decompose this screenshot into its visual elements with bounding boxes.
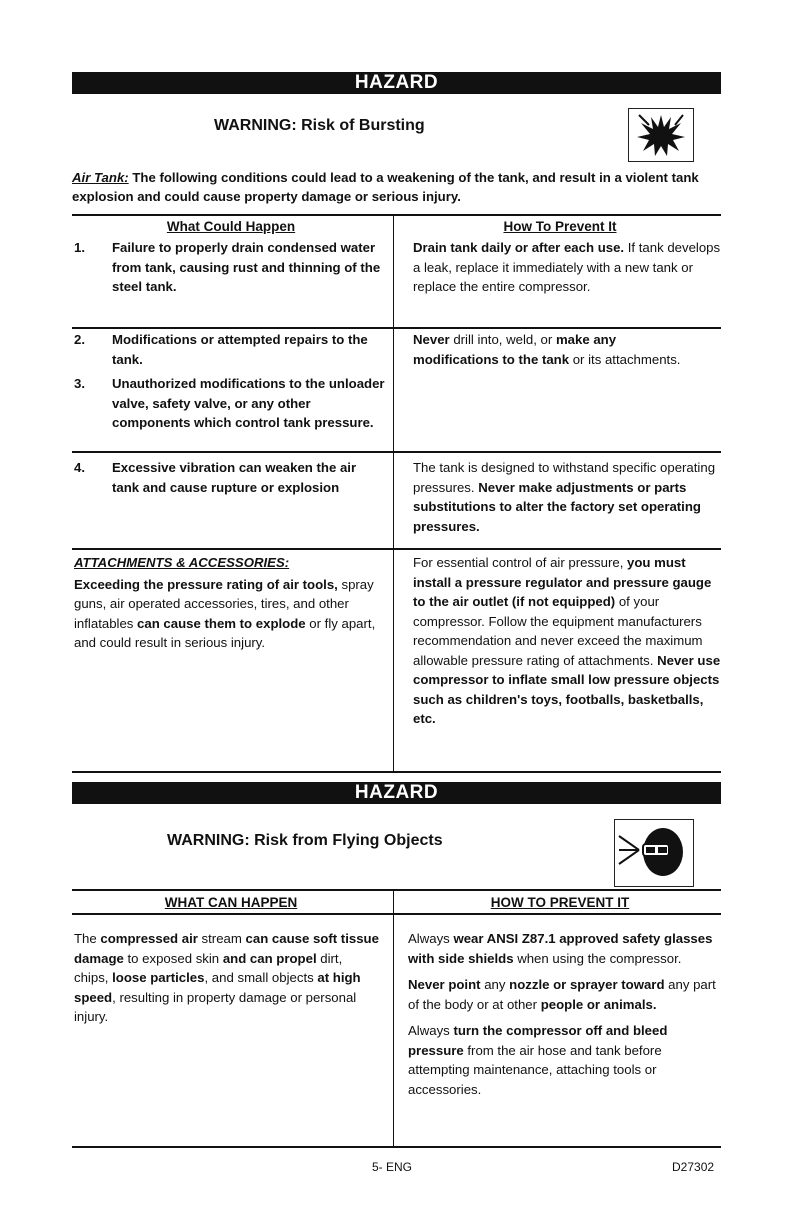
item-number: 3. <box>74 376 85 391</box>
prevent-text: or its attachments. <box>569 351 681 367</box>
eye-protection-icon <box>614 819 694 887</box>
item-text: Modifications or attempted repairs to the tank. <box>112 332 368 367</box>
prevent-text: any <box>480 977 510 992</box>
prevent-paragraph <box>408 975 721 1014</box>
table-bottom-rule <box>72 771 721 773</box>
prevent-bold: people or animals. <box>540 996 657 1012</box>
table-row-what <box>74 330 386 433</box>
what-bold: can cause soft tissue damage <box>74 931 379 966</box>
prevent-text: of your compressor. Follow the equipment manufacturers recommendation and never exceed the maximum allowable pressure rating of attachments. <box>413 594 703 668</box>
hazard-banner: HAZARD <box>72 782 721 804</box>
item-number: 4. <box>74 460 85 475</box>
what-text: , resulting in property damage or personal injury. <box>74 989 357 1024</box>
table-row-what <box>74 238 386 297</box>
item-text: Excessive vibration can weaken the air tank and cause rupture or explosion <box>112 460 357 495</box>
col-header-what: WHAT CAN HAPPEN <box>164 895 298 910</box>
attachments-prevent-cell <box>413 553 721 729</box>
table-row-how <box>413 458 721 536</box>
what-text: stream <box>197 931 246 946</box>
attachments-text: spray guns, air operated accessories, tires, and other inflatables <box>74 576 374 631</box>
col-header-how: How To Prevent It <box>503 219 617 234</box>
attachments-heading: ATTACHMENTS & ACCESSORIES: <box>74 555 290 570</box>
prevent-bold: wear ANSI Z87.1 approved safety glasses with side shields <box>408 931 713 966</box>
prevent-bold: make any modifications to the tank <box>413 332 617 367</box>
attachments-text: or fly apart, and could result in serious injury. <box>74 615 376 650</box>
table-row-how <box>413 238 721 297</box>
prevent-text: when using the compressor. <box>513 950 682 966</box>
prevent-bold: Never make adjustments or parts substitutions to alter the factory set operating pressures. <box>413 479 701 534</box>
prevent-text: drill into, weld, or <box>449 332 556 347</box>
prevent-text: For essential control of air pressure, <box>413 555 628 570</box>
prevent-text: any part of the body or at other <box>408 977 716 1012</box>
prevent-paragraph <box>408 929 721 968</box>
prevent-bold: turn the compressor off and bleed pressure <box>408 1023 668 1058</box>
warning-title: WARNING: Risk of Bursting <box>214 117 425 134</box>
item-text: Unauthorized modifications to the unloader valve, safety valve, or any other components which control tank pressure. <box>112 376 385 430</box>
intro-paragraph <box>72 168 724 206</box>
what-bold: compressed air <box>100 931 198 946</box>
item-number: 1. <box>74 240 85 255</box>
what-bold: at high speed <box>74 970 361 1005</box>
prevent-paragraph <box>408 1021 721 1099</box>
prevent-bold: Never <box>413 332 450 347</box>
item-text: Failure to properly drain condensed water from tank, causing rust and thinning of the steel tank. <box>112 240 381 294</box>
table-row-what <box>74 458 386 497</box>
header-rule <box>72 913 721 915</box>
list-item <box>74 330 386 369</box>
what-bold: loose particles <box>112 970 205 985</box>
col-header-how: HOW TO PREVENT IT <box>490 895 630 910</box>
col-header-what: What Could Happen <box>166 219 296 234</box>
document-code: D27302 <box>672 1160 715 1174</box>
flying-how-cell <box>408 929 721 1106</box>
prevent-text: If tank develops a leak, replace it immediately with a new tank or replace the entire compressor. <box>413 240 721 294</box>
prevent-bold: Never use compressor to inflate small low pressure objects such as children's toys, footballs, basketballs, etc. <box>413 652 721 726</box>
flying-what-cell <box>74 929 379 1027</box>
attachments-cell <box>74 553 386 653</box>
what-text: dirt, chips, <box>74 950 343 985</box>
explosion-icon <box>628 108 694 162</box>
prevent-bold: nozzle or sprayer toward <box>509 977 665 992</box>
what-text: to exposed skin <box>123 950 223 966</box>
prevent-text: Always <box>408 931 454 946</box>
prevent-text: Always <box>408 1023 454 1038</box>
attachments-bold: can cause them to explode <box>137 615 306 631</box>
list-item <box>74 374 386 433</box>
table-row-how <box>413 330 703 369</box>
page-number: 5- ENG <box>372 1160 413 1174</box>
item-number: 2. <box>74 332 85 347</box>
table-column-divider <box>393 215 394 772</box>
prevent-text: The tank is designed to withstand specific operating pressures. <box>413 460 716 495</box>
row-rule <box>72 548 721 550</box>
what-bold: and can propel <box>222 950 317 966</box>
row-rule <box>72 327 721 329</box>
what-text: , and small objects <box>204 970 318 985</box>
prevent-text: from the air hose and tank before attempting maintenance, attaching tools or accessories. <box>408 1042 662 1097</box>
table-column-divider <box>393 890 394 1146</box>
row-rule <box>72 451 721 453</box>
table-bottom-rule <box>72 1146 721 1148</box>
prevent-bold: Never point <box>408 977 481 992</box>
intro-text: The following conditions could lead to a weakening of the tank, and result in a violent tank explosion and could cause property damage or serious injury. <box>72 170 699 204</box>
attachments-bold: Exceeding the pressure rating of air tools, <box>74 576 338 592</box>
list-item <box>74 458 386 497</box>
prevent-bold: you must install a pressure regulator and pressure gauge to the air outlet (if not equipped) <box>413 555 712 609</box>
list-item <box>74 238 386 297</box>
prevent-bold: Drain tank daily or after each use. <box>413 240 625 255</box>
table-top-rule <box>72 214 721 216</box>
what-text: The <box>74 931 101 946</box>
warning-title: WARNING: Risk from Flying Objects <box>167 832 443 849</box>
intro-label: Air Tank: <box>72 170 129 185</box>
table-top-rule <box>72 889 721 891</box>
hazard-banner: HAZARD <box>72 72 721 94</box>
